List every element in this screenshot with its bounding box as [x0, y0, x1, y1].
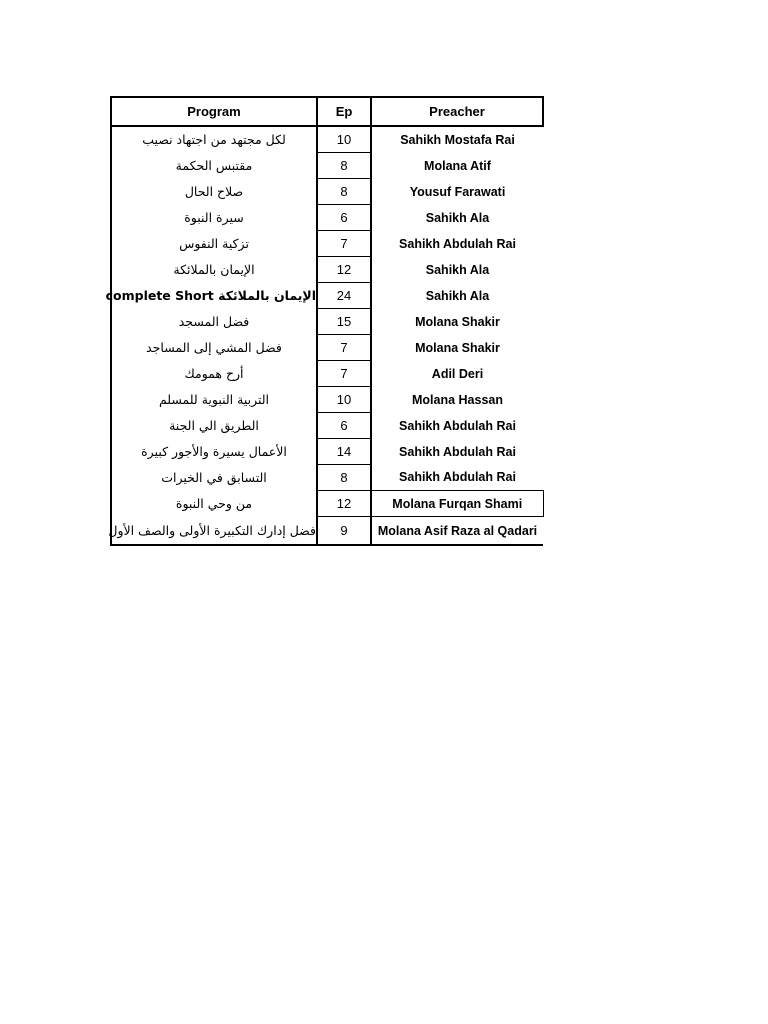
preacher-cell: Sahikh Ala — [425, 262, 490, 277]
spreadsheet-table-region — [105, 96, 542, 546]
preacher-cell: Sahikh Ala — [425, 210, 490, 225]
preacher-cell: Molana Atif — [424, 158, 491, 173]
ep-cell: 24 — [317, 283, 371, 309]
table-row — [111, 517, 543, 546]
ep-cell: 10 — [317, 387, 371, 413]
program-cell: فضل المشي إلى المساجد — [111, 335, 317, 361]
table-row — [111, 153, 543, 179]
preacher-cell: Sahikh Mostafa Rai — [400, 132, 515, 147]
program-cell: صلاح الحال — [111, 179, 317, 205]
table-row — [111, 231, 543, 257]
header-preacher: Preacher — [371, 97, 543, 126]
program-cell: لكل مجتهد من اجتهاد نصيب — [111, 126, 317, 153]
header-row — [111, 97, 543, 126]
program-cell: الإيمان بالملائكة complete Short — [111, 283, 317, 309]
table-row — [111, 387, 543, 413]
ep-cell: 9 — [317, 517, 371, 546]
table-row — [111, 413, 543, 439]
ep-cell: 12 — [317, 491, 371, 517]
preacher-cell: Sahikh Abdulah Rai — [399, 470, 516, 485]
preacher-cell: Sahikh Abdulah Rai — [399, 444, 516, 459]
program-cell: تزكية النفوس — [111, 231, 317, 257]
table-row — [111, 205, 543, 231]
ep-cell: 14 — [317, 439, 371, 465]
preacher-cell: Yousuf Farawati — [409, 184, 506, 199]
table-row — [111, 439, 543, 465]
header-ep: Ep — [317, 97, 371, 126]
preacher-cell: Adil Deri — [431, 366, 484, 381]
ep-cell: 15 — [317, 309, 371, 335]
ep-cell: 8 — [317, 153, 371, 179]
preacher-cell: Sahikh Abdulah Rai — [399, 236, 516, 251]
ep-cell: 7 — [317, 361, 371, 387]
preacher-cell: Sahikh Abdulah Rai — [399, 418, 516, 433]
program-cell: فضل إدارك التكبيرة الأولى والصف الأول — [111, 517, 317, 546]
program-cell: الإيمان بالملائكة — [111, 257, 317, 283]
program-cell: الطريق الي الجنة — [111, 413, 317, 439]
program-cell: سيرة النبوة — [111, 205, 317, 231]
table-row — [111, 491, 543, 517]
preacher-cell: Sahikh Ala — [425, 288, 490, 303]
preacher-cell: Molana Shakir — [415, 314, 500, 329]
ep-cell: 10 — [317, 126, 371, 153]
program-cell: الأعمال يسيرة والأجور كبيرة — [111, 439, 317, 465]
table-row — [111, 257, 543, 283]
ep-cell: 7 — [317, 231, 371, 257]
preacher-cell: Molana Hassan — [411, 392, 503, 407]
table-row — [111, 465, 543, 491]
program-cell: التسابق في الخيرات — [111, 465, 317, 491]
ep-cell: 8 — [317, 465, 371, 491]
program-cell: مقتبس الحكمة — [111, 153, 317, 179]
table-row — [111, 335, 543, 361]
program-cell: من وحي النبوة — [111, 491, 317, 517]
table-row — [111, 283, 543, 309]
table-row — [111, 361, 543, 387]
program-cell: فضل المسجد — [111, 309, 317, 335]
ep-cell: 8 — [317, 179, 371, 205]
program-cell: التربية النبوية للمسلم — [111, 387, 317, 413]
table-row — [111, 309, 543, 335]
table-row — [111, 126, 543, 153]
header-program: Program — [111, 97, 317, 126]
program-table — [105, 96, 544, 546]
preacher-cell: Molana Shakir — [415, 340, 500, 355]
program-cell: أرح هم‍ومك — [111, 361, 317, 387]
ep-cell: 6 — [317, 413, 371, 439]
ep-cell: 7 — [317, 335, 371, 361]
preacher-cell: Molana Asif Raza al Qadari — [371, 517, 543, 546]
preacher-cell-selected[interactable]: Molana Furqan Shami — [371, 491, 543, 517]
ep-cell: 12 — [317, 257, 371, 283]
ep-cell: 6 — [317, 205, 371, 231]
table-row — [111, 179, 543, 205]
